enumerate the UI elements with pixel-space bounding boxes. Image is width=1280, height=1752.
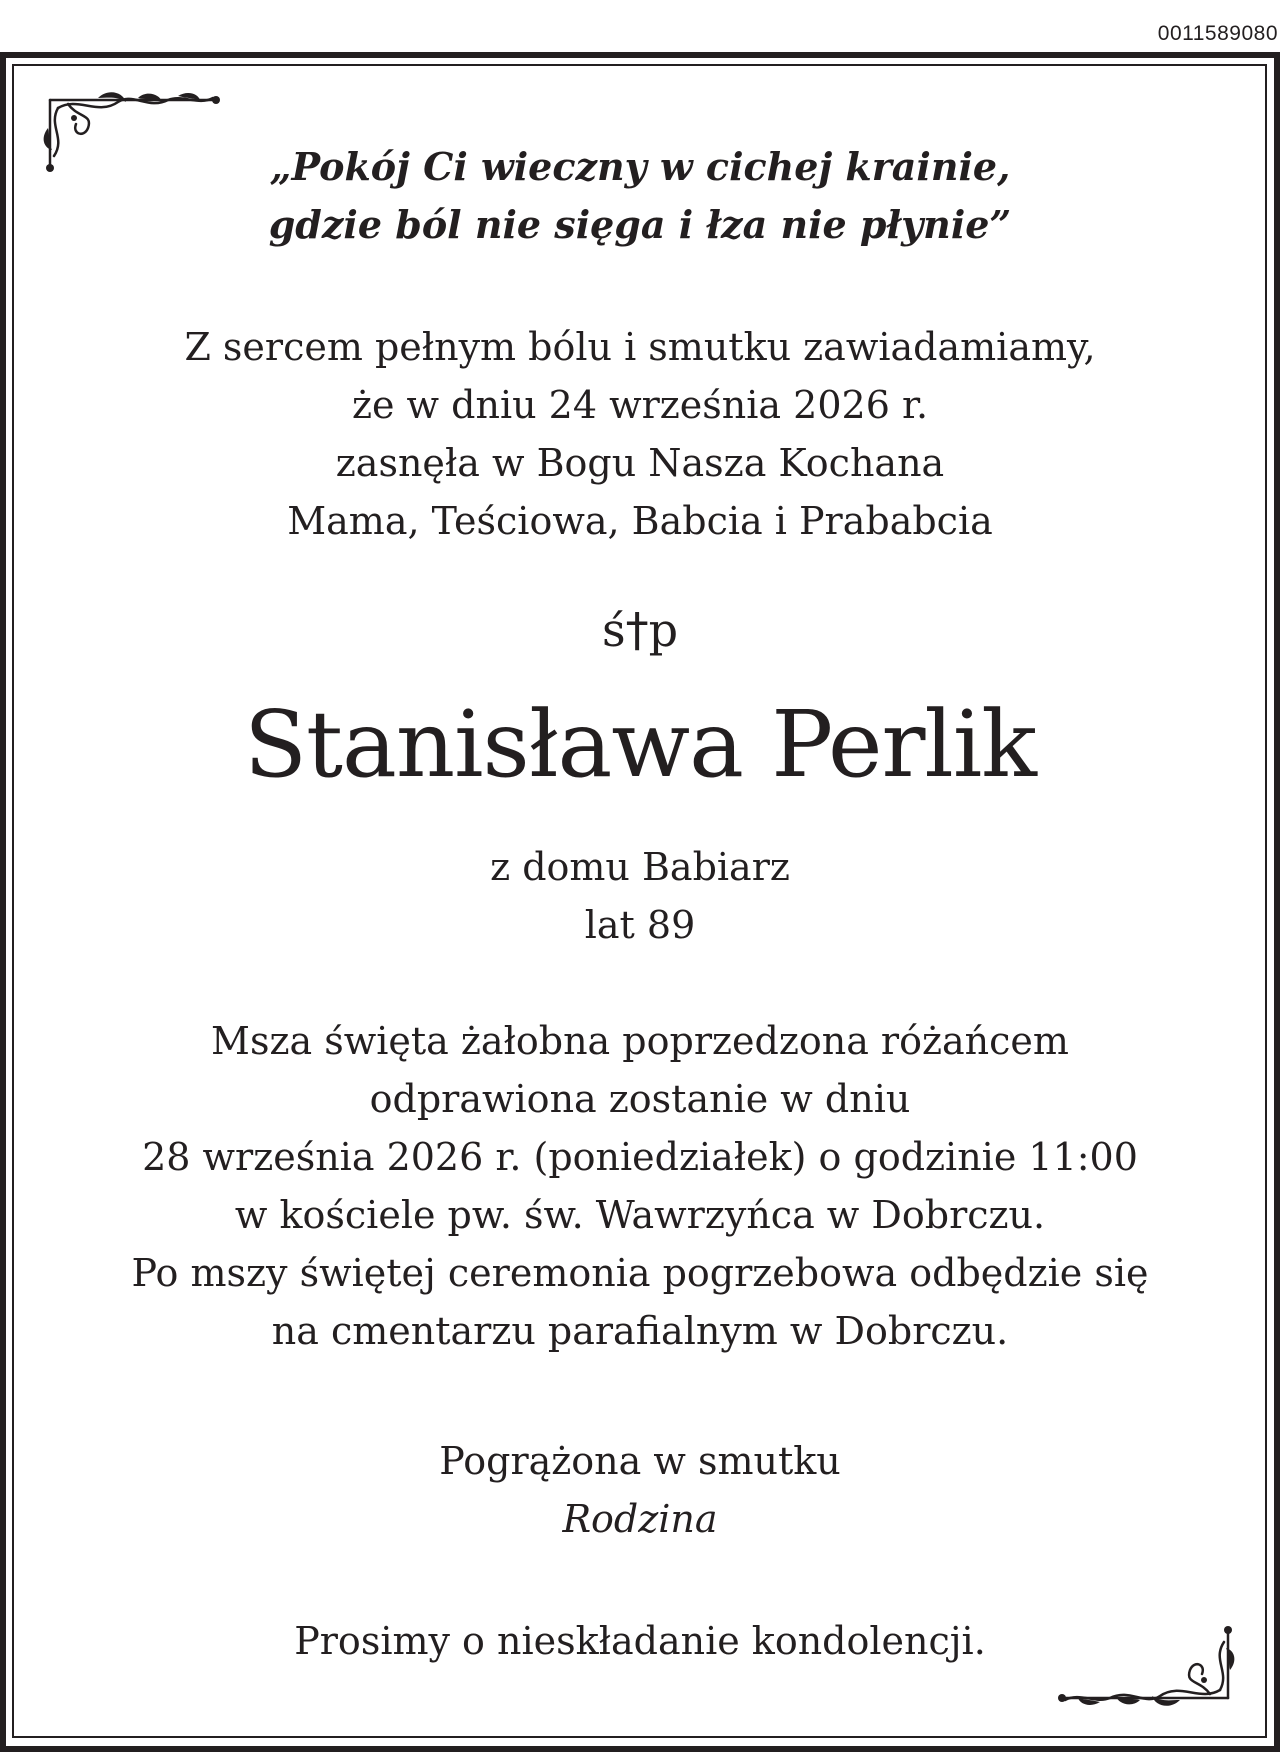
signature-family: Rodzina xyxy=(562,1497,718,1541)
announcement-line: Z sercem pełnym bólu i smutku zawiadamiamy, xyxy=(184,325,1096,369)
signature-line: Pogrążona w smutku xyxy=(439,1439,841,1483)
signature xyxy=(0,1432,1280,1548)
condolence-request: Prosimy o nieskładanie kondolencji. xyxy=(294,1619,986,1663)
quote-line: gdzie ból nie sięga i łza nie płynie” xyxy=(268,202,1012,247)
deceased-name: Stanisława Perlik xyxy=(243,691,1037,798)
stp-prefix: ś xyxy=(601,603,626,657)
maiden-name: z domu Babiarz xyxy=(490,845,790,889)
deceased-details xyxy=(0,838,1280,954)
stp-abbreviation xyxy=(0,600,1280,660)
mass-line: odprawiona zostanie w dniu xyxy=(369,1077,911,1121)
announcement-line: Mama, Teściowa, Babcia i Prababcia xyxy=(287,499,993,543)
ad-id-number: 0011589080 xyxy=(1157,22,1278,45)
announcement-line: zasnęła w Bogu Nasza Kochana xyxy=(335,441,945,485)
mass-line: Po mszy świętej ceremonia pogrzebowa odbędzie się xyxy=(131,1251,1149,1295)
funeral-mass-info xyxy=(0,1012,1280,1360)
announcement-line: że w dniu 24 września 2026 r. xyxy=(351,383,929,427)
death-announcement xyxy=(0,318,1280,550)
epigraph-quote xyxy=(0,138,1280,254)
stp-suffix: p xyxy=(648,603,679,657)
mass-line: 28 września 2026 r. (poniedziałek) o godzinie 11:00 xyxy=(142,1135,1138,1179)
age: lat 89 xyxy=(584,903,696,947)
quote-line: „Pokój Ci wieczny w cichej krainie, xyxy=(269,144,1011,189)
cross-icon: † xyxy=(625,603,649,657)
mass-line: na cmentarzu parafialnym w Dobrczu. xyxy=(271,1309,1009,1353)
mass-line: Msza święta żałobna poprzedzona różańcem xyxy=(211,1019,1069,1063)
mass-line: w kościele pw. św. Wawrzyńca w Dobrczu. xyxy=(234,1193,1046,1237)
